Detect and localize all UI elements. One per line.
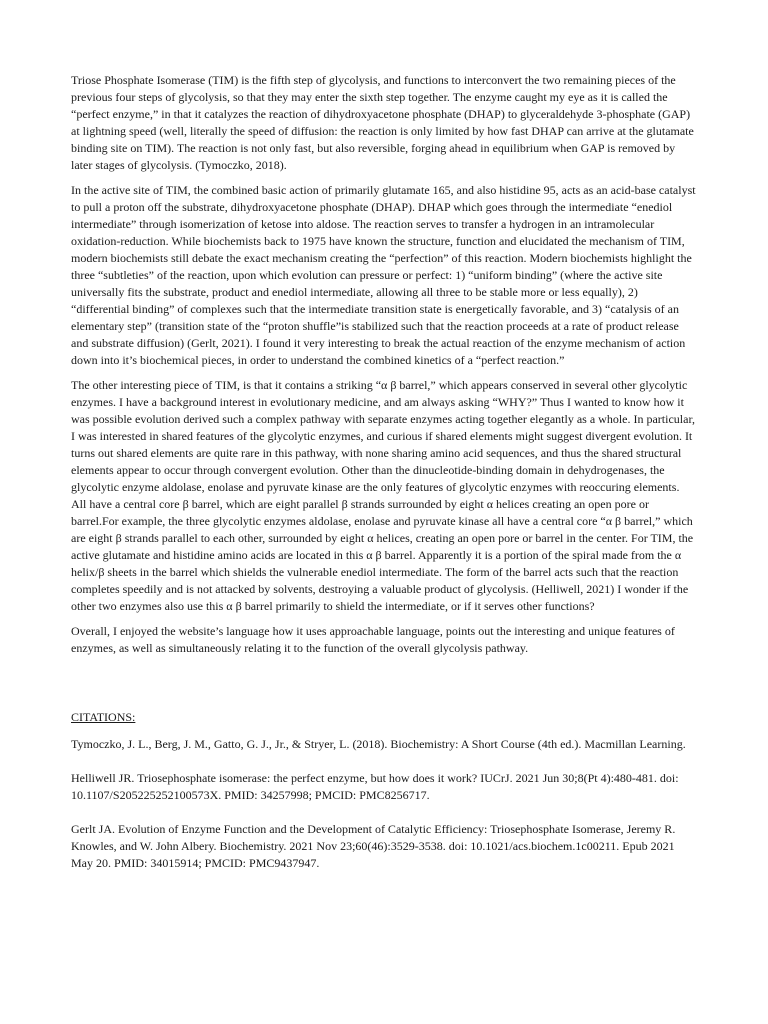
paragraph-active-site: In the active site of TIM, the combined basic action of primarily glutamate 165, and also histidine 95, acts as an acid-base catalyst to pull a proton off the substrate, dihydroxyacetone phosphate (DHAP). DHAP which goes through the intermediate “enediol intermediate” through isomerization of ketose into aldose. The reaction serves to transfer a hydrogen in an intramolecular oxidation-reduction. While biochemists back to 1975 have known the structure, function and elucidated the mechanism of TIM, modern biochemists still debate the exact mechanism creating the “perfection” of this reaction. Modern biochemists highlight the three “subtleties” of the reaction, upon which evolution can pressure or perfect: 1) “uniform binding” (where the active site universally fits the substrate, product and enediol intermediate, allowing all three to be stable more or less equally), 2) “differential binding” of complexes such that the intermediate transition state is energetically favorable, and 3) “catalysis of an elementary step” (transition state of the “proton shuffle”is stabilized such that the reaction proceeds at a rate of product release and substrate diffusion) (Gerlt, 2021). I found it very interesting to break the actual reaction of the enzyme mechanism of action down into it’s biochemical pieces, in order to understand the combined kinetics of a “perfect reaction.” bbox=[71, 183, 696, 367]
paragraph-barrel: The other interesting piece of TIM, is that it contains a striking “α β barrel,” which appears conserved in several other glycolytic enzymes. I have a background interest in evolutionary medicine, and am always asking “WHY?” Thus I wanted to know how it was possible evolution derived such a complex pathway with separate enzymes acting together elegantly as a whole. In particular, I was interested in shared features of the glycolytic enzymes, and curious if shared elements might suggest divergent evolution. It turns out shared elements are quite rare in this pathway, with none sharing amino acid sequences, and thus the shared structural elements appear to occur through convergent evolution. Other than the dinucleotide-binding domain in dehydrogenases, the glycolytic enzyme aldolase, enolase and pyruvate kinase are the only features of glycolytic enzymes with reoccuring elements. All have a central core β barrel, which are eight parallel β strands surrounded by eight α helices creating an open pore or barrel.For example, the three glycolytic enzymes aldolase, enolase and pyruvate kinase all have a central core “α β barrel,” which are eight β strands parallel to each other, surrounded by eight α helices, creating an open pore or barrel in the center. For TIM, the active glutamate and histidine amino acids are located in this α β barrel. Apparently it is a portion of the spiral made from the α helix/β sheets in the barrel which shields the vulnerable enediol intermediate. The form of the barrel acts such that the reaction completes speedily and is not attacked by solvents, destroying a valuable product of glycolysis. (Helliwell, 2021) I wonder if the other two enzymes also use this α β barrel primarily to shield the intermediate, or if it serves other functions? bbox=[71, 378, 695, 613]
citations-heading: CITATIONS: bbox=[71, 710, 136, 724]
citation-item: Tymoczko, J. L., Berg, J. M., Gatto, G. J., Jr., & Stryer, L. (2018). Biochemistry: A Short Course (4th ed.). Macmillan Learning. bbox=[71, 737, 686, 751]
paragraph-intro: Triose Phosphate Isomerase (TIM) is the fifth step of glycolysis, and functions to interconvert the two remaining pieces of the previous four steps of glycolysis, so that they may enter the sixth step together. The enzyme caught my eye as it is called the “perfect enzyme,” in that it catalyzes the reaction of dihydroxyacetone phosphate (DHAP) to glyceraldehyde 3-phosphate (GAP) at lightning speed (well, literally the speed of diffusion: the reaction is only limited by how fast DHAP can arrive at the glutamate binding site on TIM). The reaction is not only fast, but also reversible, forging ahead in equilibrium when GAP is removed by later stages of glycolysis. (Tymoczko, 2018). bbox=[71, 73, 694, 172]
citation-item: Gerlt JA. Evolution of Enzyme Function and the Development of Catalytic Efficiency: Triosephosphate Isomerase, Jeremy R. Knowles, and W. John Albery. Biochemistry. 2021 Nov 23;60(46):3529-3538. doi: 10.1021/acs.biochem.1c00211. Epub 2021 May 20. PMID: 34015914; PMCID: PMC9437947. bbox=[71, 822, 676, 870]
citation-item: Helliwell JR. Triosephosphate isomerase: the perfect enzyme, but how does it work? IUCrJ. 2021 Jun 30;8(Pt 4):480-481. doi: 10.1107/S205225252100573X. PMID: 34257998; PMCID: PMC8256717. bbox=[71, 771, 679, 802]
document-body bbox=[71, 72, 697, 889]
paragraph-conclusion: Overall, I enjoyed the website’s language how it uses approachable language, points out the interesting and unique features of enzymes, as well as simultaneously relating it to the function of the overall glycolysis pathway. bbox=[71, 624, 675, 655]
